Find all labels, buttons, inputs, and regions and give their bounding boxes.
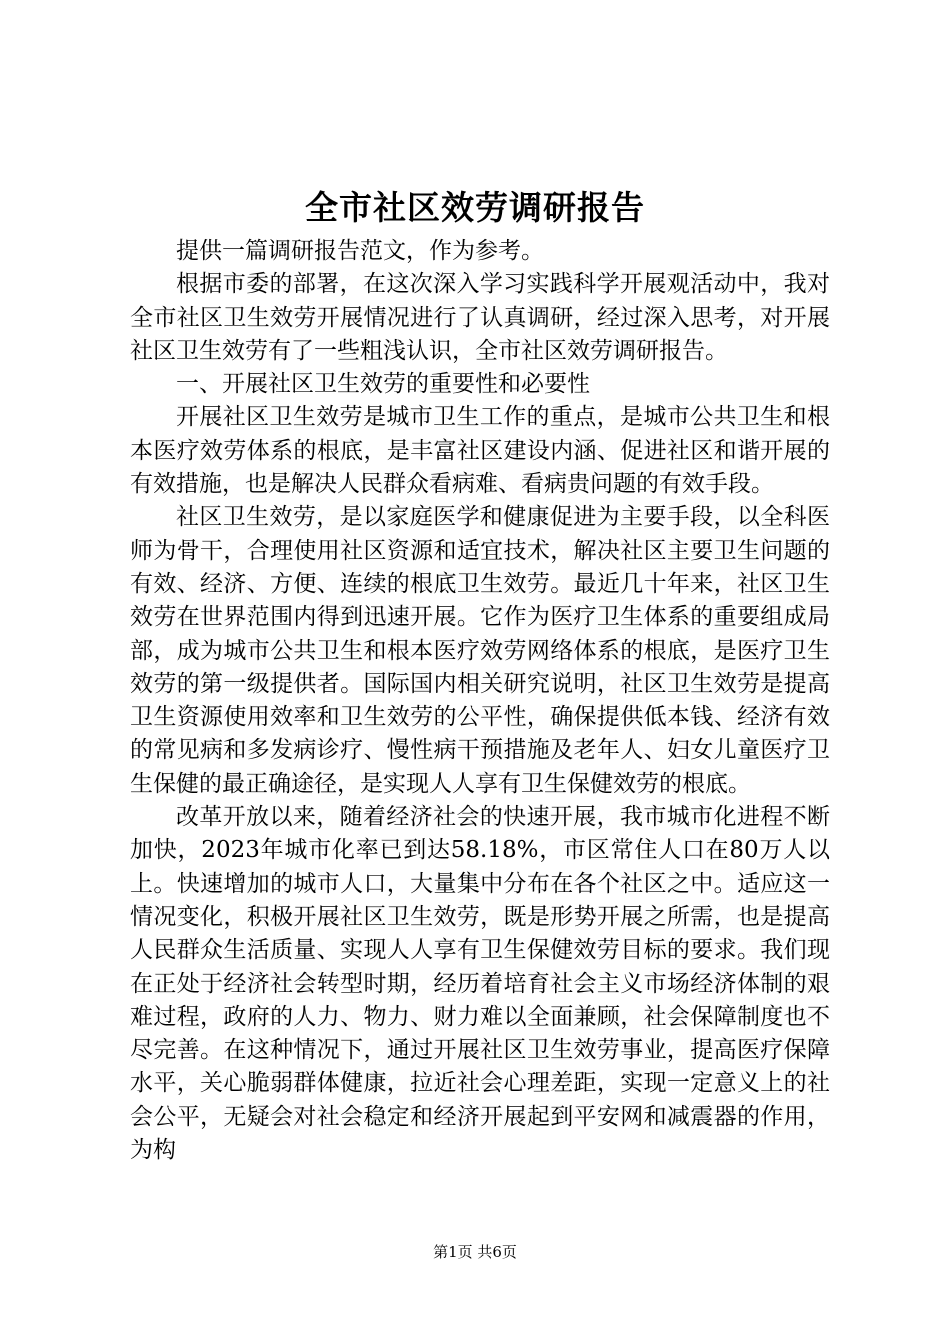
paragraph-background: 根据市委的部署，在这次深入学习实践科学开展观活动中，我对全市社区卫生效劳开展情况进行了认真调研，经过深入思考，对开展社区卫生效劳有了一些粗浅认识，全市社区效劳调研报告。	[130, 271, 830, 364]
page-number-footer: 第1页 共6页	[433, 1243, 517, 1261]
document-body	[130, 235, 830, 1167]
section-heading: 一、开展社区卫生效劳的重要性和必要性	[176, 371, 590, 398]
paragraph-reform: 改革开放以来，随着经济社会的快速开展，我市城市化进程不断加快，2023年城市化率已到达58.18%，市区常住人口在80万人以上。快速增加的城市人口，大量集中分布在各个社区之中。适应这一情况变化，积极开展社区卫生效劳，既是形势开展之所需，也是提高人民群众生活质量、实现人人享有卫生保健效劳目标的要求。我们现在正处于经济社会转型时期，经历着培育社会主义市场经济体制的艰难过程，政府的人力、物力、财力难以全面兼顾，社会保障制度也不尽完善。在这种情况下，通过开展社区卫生效劳事业，提高医疗保障水平，关心脆弱群体健康，拉近社会心理差距，实现一定意义上的社会公平，无疑会对社会稳定和经济开展起到平安网和减震器的作用，为构	[130, 804, 830, 1164]
document-title: 全市社区效劳调研报告	[305, 188, 645, 227]
paragraph-intro: 提供一篇调研报告范文，作为参考。	[176, 238, 544, 264]
paragraph-importance: 开展社区卫生效劳是城市卫生工作的重点，是城市公共卫生和根本医疗效劳体系的根底，是丰富社区建设内涵、促进社区和谐开展的有效措施，也是解决人民群众看病难、看病贵问题的有效手段。	[130, 404, 830, 498]
paragraph-definition: 社区卫生效劳，是以家庭医学和健康促进为主要手段，以全科医师为骨干，合理使用社区资源和适宜技术，解决社区主要卫生问题的有效、经济、方便、连续的根底卫生效劳。最近几十年来，社区卫生效劳在世界范围内得到迅速开展。它作为医疗卫生体系的重要组成局部，成为城市公共卫生和根本医疗效劳网络体系的根底，是医疗卫生效劳的第一级提供者。国际国内相关研究说明，社区卫生效劳是提高卫生资源使用效率和卫生效劳的公平性，确保提供低本钱、经济有效的常见病和多发病诊疗、慢性病干预措施及老年人、妇女儿童医疗卫生保健的最正确途径，是实现人人享有卫生保健效劳的根底。	[130, 504, 830, 797]
